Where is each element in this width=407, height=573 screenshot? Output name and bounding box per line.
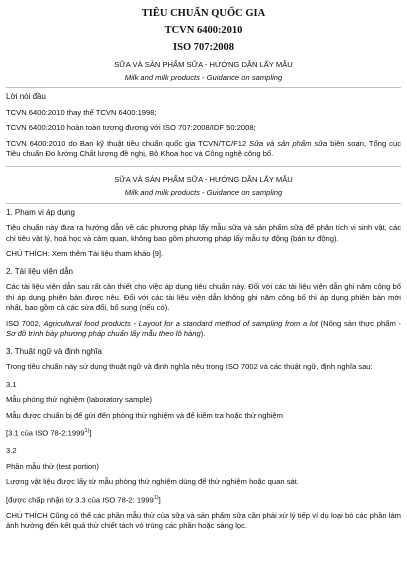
standard-code: TCVN 6400:2010 <box>164 25 243 36</box>
term-definition: Lượng vật liệu được lấy từ mẫu phòng thử nghiệm dùng để thử nghiệm hoặc quan sát. <box>6 477 299 487</box>
text-run: (Nông sản thực phẩm - <box>317 318 401 328</box>
text-run: [được chấp nhận từ 3.3 của ISO 78-2: 1999 <box>6 495 154 505</box>
main-title-en: Milk and milk products - Guidance on sampling <box>124 188 283 197</box>
section-body: Các tài liệu viện dẫn sau rất cần thiết cho việc áp dụng tiêu chuẩn này. Đối với các tài liệu viện dẫn ghi năm công bố thì áp dụng phiên bản được nêu. Đối với các tài liệu viện dẫn không ghi năm công bố thì áp dụng phiên bản mới nhất, bao gồm cả các sửa đổi, bổ sung (nếu có). <box>6 282 401 312</box>
term-source <box>6 426 401 439</box>
text-run: [3.1 của ISO 78-2:1999 <box>6 428 85 438</box>
section-heading: 3. Thuật ngữ và định nghĩa <box>6 346 102 356</box>
term-number: 3.2 <box>6 446 17 456</box>
text-run: ] <box>89 428 92 438</box>
section-heading: 2. Tài liệu viện dẫn <box>6 266 74 276</box>
subtitle-en: Milk and milk products - Guidance on sampling <box>124 72 283 82</box>
section-note: CHÚ THÍCH: Xem thêm Tài liệu tham khảo [9]. <box>6 249 164 258</box>
section-body: Tiêu chuẩn này đưa ra hướng dẫn về các phương pháp lấy mẫu sữa và sản phẩm sữa để phân tích vi sinh vật, các chỉ tiêu vật lý, hoá học và cảm quan, không bao gồm phương pháp lấy mẫu tự động (bán tự động). <box>6 223 401 243</box>
main-title-vn: SỮA VÀ SẢN PHẨM SỮA - HƯỚNG DẪN LẤY MẪU <box>114 174 293 184</box>
section-body: Trong tiêu chuẩn này sử dụng thuật ngữ và định nghĩa nêu trong ISO 7002 và các thuật ngữ, định nghĩa sau: <box>6 362 373 371</box>
footnote-mark: 1) <box>153 494 159 501</box>
text-run: ). <box>200 329 206 338</box>
divider <box>6 203 401 204</box>
term-number: 3.1 <box>6 379 17 389</box>
committee-name: Sữa và sản phẩm sữa <box>249 138 328 148</box>
iso-code: ISO 707:2008 <box>173 42 234 53</box>
term-source <box>6 493 401 506</box>
text-run: Sơ đồ trình bày phương pháp chuẩn lấy mẫu theo lô hàng <box>6 329 201 338</box>
term-name: Phần mẫu thử (test portion) <box>6 461 99 471</box>
document-title: TIÊU CHUẨN QUỐC GIA <box>141 8 266 19</box>
section-heading: 1. Phạm vi áp dụng <box>6 207 75 217</box>
text-run: TCVN 6400:2010 do Ban kỹ thuật tiêu chuẩn quốc gia TCVN/TC/F12 <box>6 138 250 148</box>
foreword-heading: Lời nói đầu <box>6 92 46 101</box>
text-run: ISO 7002, <box>6 318 44 328</box>
foreword-paragraph: TCVN 6400:2010 thay thế TCVN 6400:1998; <box>6 107 157 117</box>
term-definition: Mẫu được chuẩn bị để gửi đến phòng thử nghiệm và để kiểm tra hoặc thử nghiệm <box>6 410 283 420</box>
text-run: biên soạn, Tổng cục Tiêu chuẩn Đo lường Chất lượng đề nghị, Bộ Khoa học và Công nghệ công bố. <box>6 138 401 158</box>
foreword-paragraph <box>6 139 401 160</box>
term-name: Mẫu phòng thử nghiệm (laboratory sample) <box>6 395 153 404</box>
divider <box>6 166 401 167</box>
divider <box>6 87 401 88</box>
subtitle-vn: SỮA VÀ SẢN PHẨM SỮA - HƯỚNG DẪN LẤY MẪU <box>114 60 293 69</box>
text-run: Agricultural food products - Layout for a standard method of sampling from a lot <box>43 318 318 328</box>
foreword-paragraph: TCVN 6400:2010 hoàn toàn tương đương với ISO 707:2008/IDF 50:2008; <box>6 123 256 132</box>
normative-reference <box>6 319 401 340</box>
term-note: CHÚ THÍCH Cũng có thể các phần mẫu thử của sữa và sản phẩm sữa cần phải xử lý tiếp ví dụ loại bỏ các phần làm ảnh hưởng đến kết quả thử chiết tách vỏ trùng các phần hoặc sàng lọc. <box>6 510 401 531</box>
footnote-mark: 1) <box>84 428 90 434</box>
text-run: ] <box>158 495 161 505</box>
